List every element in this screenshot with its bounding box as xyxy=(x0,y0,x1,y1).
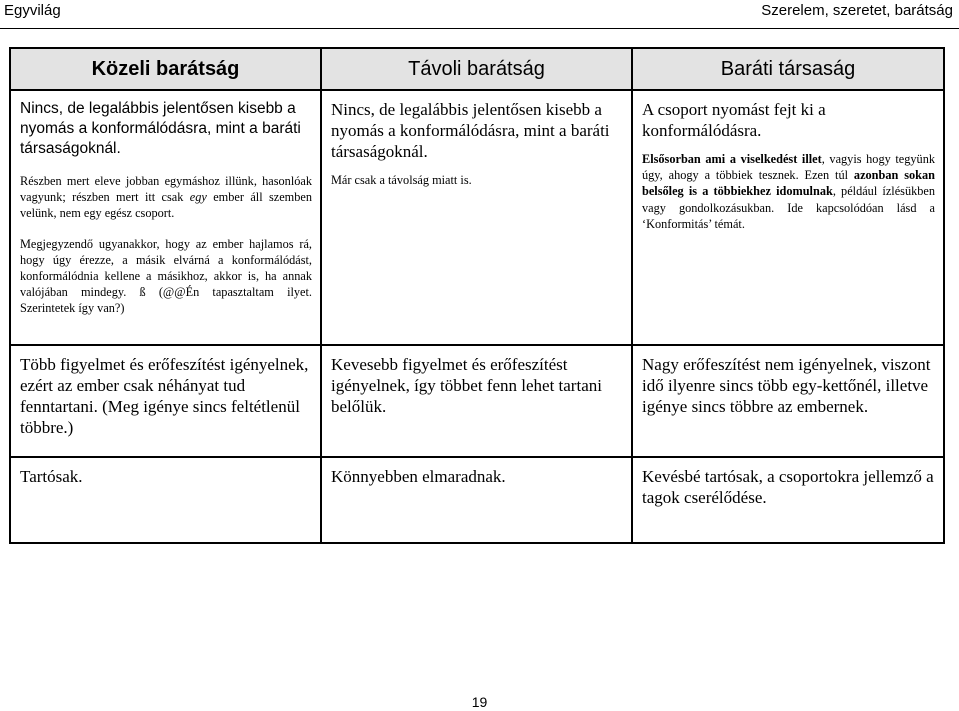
bold-text: azonban sokan belsőleg is a többiekhez idomulnak xyxy=(642,168,936,199)
comparison-table xyxy=(9,47,945,544)
table-row xyxy=(10,457,944,543)
cell-r2-c2 xyxy=(321,345,632,457)
header-left: Egyvilág xyxy=(4,2,61,19)
paragraph-part: Részben mert eleve jobban egymáshoz illünk, hasonlóak vagyunk; részben mert itt csak xyxy=(20,174,312,205)
header-tavoli: Távoli barátság xyxy=(321,48,632,90)
cell-r3-c1 xyxy=(10,457,321,543)
paragraph: Már csak a távolság miatt is. xyxy=(331,173,472,187)
table-row xyxy=(10,345,944,457)
paragraph: Megjegyzendő ugyanakkor, hogy az ember hajlamos rá, hogy úgy érezze, a másik elvárná a konformálódást, konformálódnia kellene a másikhoz, akkor is, ha annak valójában mindegy. ß (@@Én tapasztaltam ilyet. Szerintetek így van?) xyxy=(20,236,312,316)
cell-text: Kevésbé tartósak, a csoportokra jellemző a tagok cserélődése. xyxy=(642,467,934,507)
cell-text: Tartósak. xyxy=(20,467,83,486)
bold-text: Elsősorban ami a viselkedést illet xyxy=(642,152,822,166)
paragraph xyxy=(20,173,312,222)
lead-text: Nincs, de legalábbis jelentősen kisebb a nyomás a konformálódásra, mint a baráti társaságoknál. xyxy=(331,100,610,161)
lead-text: A csoport nyomást fejt ki a konformálódásra. xyxy=(642,100,826,140)
paragraph-part: , vagyis hogy tegyünk úgy, ahogy a többiek tesznek. Ezen túl xyxy=(642,152,935,183)
cell-r1-c1 xyxy=(10,90,321,345)
cell-text: Nagy erőfeszítést nem igényelnek, viszont idő ilyenre sincs több egy-kettőnél, illetve igénye sincs többre az embernek. xyxy=(642,355,931,416)
header-rule xyxy=(0,28,959,29)
cell-r3-c3 xyxy=(632,457,944,543)
cell-text: Több figyelmet és erőfeszítést igényelnek, ezért az ember csak néhányat tud fenntartani. (Meg igénye sincs feltétlenül többre.) xyxy=(20,355,309,437)
cell-text: Kevesebb figyelmet és erőfeszítést igényelnek, így többet fenn lehet tartani belőlük. xyxy=(331,355,602,416)
header-kozeli: Közeli barátság xyxy=(10,48,321,90)
lead-text: Nincs, de legalábbis jelentősen kisebb a nyomás a konformálódásra, mint a baráti társaságoknál. xyxy=(20,100,301,157)
paragraph xyxy=(642,151,935,232)
paragraph-part: , például ízlésükben vagy gondolkozásukban. Ide kapcsolódóan lásd a ‘Konformitás’ témát. xyxy=(642,184,935,231)
cell-r1-c2 xyxy=(321,90,632,345)
page-header xyxy=(0,0,959,30)
table-header-row xyxy=(10,48,944,90)
cell-r2-c3 xyxy=(632,345,944,457)
table-row xyxy=(10,90,944,345)
cell-r3-c2 xyxy=(321,457,632,543)
cell-r2-c1 xyxy=(10,345,321,457)
cell-text: Könnyebben elmaradnak. xyxy=(331,467,506,486)
header-barati: Baráti társaság xyxy=(632,48,944,90)
emphasis: egy xyxy=(189,190,207,205)
paragraph-part: ember áll szemben velünk, nem egy egész csoport. xyxy=(20,190,312,221)
page-number: 19 xyxy=(471,694,488,710)
header-right: Szerelem, szeretet, barátság xyxy=(761,2,953,19)
cell-r1-c3 xyxy=(632,90,944,345)
